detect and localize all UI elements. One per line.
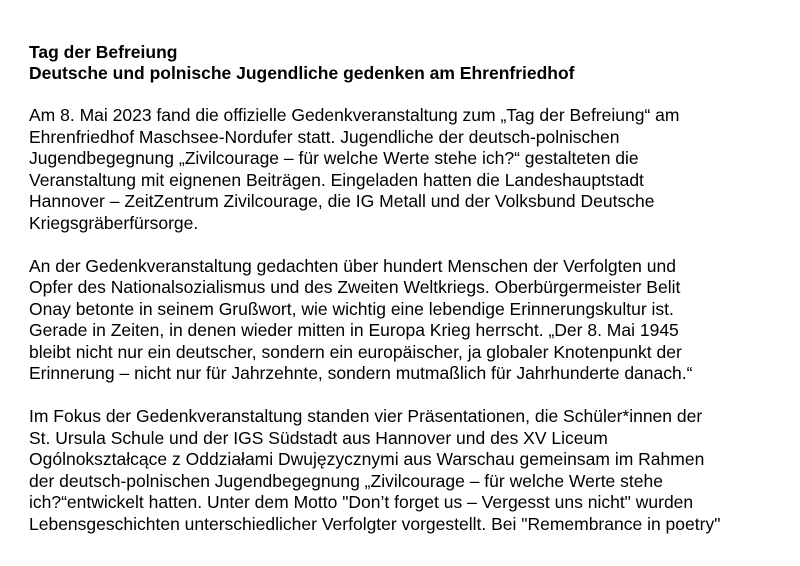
paragraph-line: bleibt nicht nur ein deutscher, sondern ein europäischer, ja globaler Knotenpunkt der [29,341,682,362]
document-subheading: Deutsche und polnische Jugendliche gedenken am Ehrenfriedhof [29,63,575,83]
paragraph-line: Gerade in Zeiten, in denen wieder mitten in Europa Krieg herrscht. „Der 8. Mai 1945 [29,320,679,340]
paragraph-2 [29,256,794,385]
paragraph-line: St. Ursula Schule und der IGS Südstadt aus Hannover und des XV Liceum [29,427,608,448]
paragraph-line: Kriegsgräberfürsorge. [29,212,199,233]
spacer [29,234,794,256]
document-body [29,42,794,535]
paragraph-line: Hannover – ZeitZentrum Zivilcourage, die IG Metall und der Volksbund Deutsche [29,191,655,211]
paragraph-line: ich?“entwickelt hatten. Unter dem Motto "Don’t forget us – Vergesst uns nicht" wurden [29,492,694,512]
document-heading: Tag der Befreiung [29,42,178,62]
paragraph-line: Opfer des Nationalsozialismus und des Zweiten Weltkriegs. Oberbürgermeister Belit [29,277,681,297]
paragraph-line: An der Gedenkveranstaltung gedachten über hundert Menschen der Verfolgten und [29,255,676,276]
spacer [29,385,794,407]
paragraph-line: Am 8. Mai 2023 fand die offizielle Gedenkveranstaltung zum „Tag der Befreiung“ am [29,105,680,125]
paragraph-line: Erinnerung – nicht nur für Jahrzehnte, sondern mutmaßlich für Jahrhunderte danach.“ [29,363,693,383]
paragraph-line: Veranstaltung mit eignenen Beiträgen. Eingeladen hatten die Landeshauptstadt [29,169,644,190]
paragraph-3 [29,406,794,535]
paragraph-line: Im Fokus der Gedenkveranstaltung standen vier Präsentationen, die Schüler*innen der [29,406,703,426]
paragraph-line: Ogólnokształcące z Oddziałami Dwujęzycznymi aus Warschau gemeinsam im Rahmen [29,449,705,469]
paragraph-line: Jugendbegegnung „Zivilcourage – für welche Werte stehe ich?“ gestalteten die [29,148,639,168]
paragraph-1 [29,105,794,234]
paragraph-line: der deutsch-polnischen Jugendbegegnung „Zivilcourage – für welche Werte stehe [29,470,663,491]
spacer [29,84,794,105]
paragraph-line: Lebensgeschichten unterschiedlicher Verfolgter vorgestellt. Bei "Remembrance in poetry" [29,513,721,534]
paragraph-line: Ehrenfriedhof Maschsee-Nordufer statt. Jugendliche der deutsch-polnischen [29,126,620,147]
paragraph-line: Onay betonte in seinem Grußwort, wie wichtig eine lebendige Erinnerungskultur ist. [29,298,674,319]
